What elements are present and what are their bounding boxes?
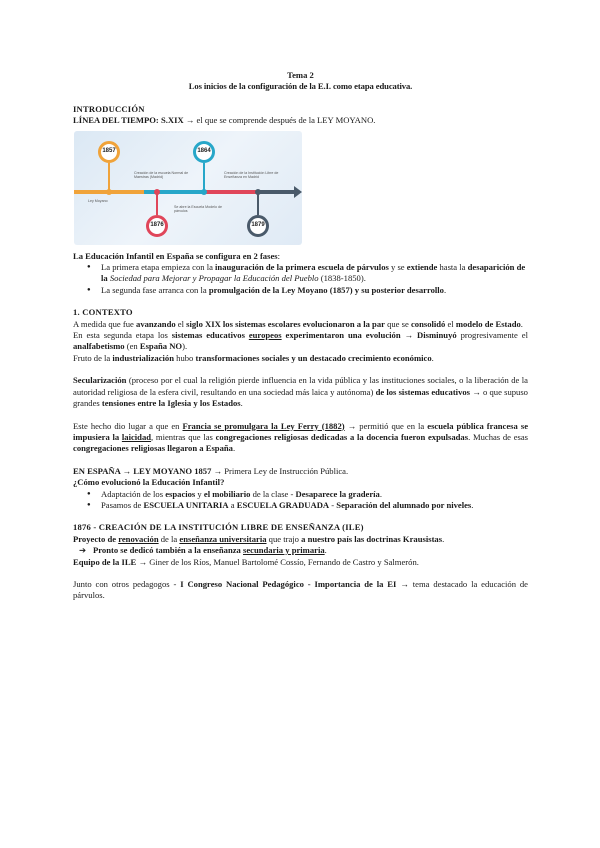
timeline-node-1876: 1876 xyxy=(146,215,168,237)
context-paragraph-3: Fruto de la industrialización hubo transformaciones sociales y un destacado crecimiento económico. xyxy=(73,352,434,363)
topic-title: Tema 2 xyxy=(287,70,314,80)
timeline-description: → el que se comprende después de la LEY MOYANO. xyxy=(183,115,376,126)
moyano-list xyxy=(87,489,528,512)
timeline-node-1879: 1879 xyxy=(247,215,269,237)
timeline-label-1876: Se abre la Escuela Modelo de párvulos xyxy=(174,204,222,214)
arrow-icon: ➔ xyxy=(79,545,87,556)
phases-intro: La Educación Infantil en España se configura en 2 fases: xyxy=(73,250,280,261)
phases-list xyxy=(87,262,528,296)
timeline-label-1857: Ley Moyano xyxy=(88,198,108,203)
ile-paragraph-4: Junto con otros pedagogos - I Congreso Nacional Pedagógico - Importancia de la EI → tema destacado la educación de párvulos. xyxy=(73,578,528,601)
timeline-label-1879: Creación de la Institución Libre de Enseñanza en Madrid xyxy=(224,170,279,180)
list-item: ● La primera etapa empieza con la inauguración de la primera escuela de párvulos y se extiende hasta la desaparición de la Sociedad para Mejorar y Propagar la Educación del Pueblo (1838-1850). xyxy=(87,262,528,285)
document-title: Los inicios de la configuración de la E.I. como etapa educativa. xyxy=(188,81,413,92)
timeline-node-1864: 1864 xyxy=(193,141,215,163)
ile-paragraph-2: ➔ Pronto se dedicó también a la enseñanza secundaria y primaria. xyxy=(79,545,327,556)
timeline-label-1864: Creación de la escuela Normal de Maestras (Madrid) xyxy=(134,170,189,180)
timeline-arrow-icon xyxy=(294,186,302,198)
timeline-image xyxy=(74,131,302,245)
list-item: ● Adaptación de los espacios y el mobiliario de la clase - Desaparece la gradería. xyxy=(87,489,528,500)
ile-heading: 1876 - CREACIÓN DE LA INSTITUCIÓN LIBRE DE ENSEÑANZA (ILE) xyxy=(73,522,364,533)
timeline-segment-3 xyxy=(204,190,259,194)
context-paragraph-5: Este hecho dio lugar a que en Francia se promulgara la Ley Ferry (1882) → permitió que en la escuela pública francesa se impusiera la laicidad, mientras que las congregaciones religiosas dedicadas a la docencia fueron expulsadas. Muchas de esas congregaciones religiosas llegaron a España. xyxy=(73,420,529,454)
timeline-node-1857: 1857 xyxy=(98,141,120,163)
context-paragraph-2: En esta segunda etapa los sistemas educativos europeos experimentaron una evolución → Disminuyó progresivamente el analfabetismo (en España NO). xyxy=(73,330,528,352)
list-item: ● La segunda fase arranca con la promulgación de la Ley Moyano (1857) y su posterior desarrollo. xyxy=(87,285,528,296)
ile-paragraph-1: Proyecto de renovación de la enseñanza universitaria que trajo a nuestro país las doctrinas Krausistas. xyxy=(73,533,445,544)
timeline-label: LÍNEA DEL TIEMPO: xyxy=(73,115,159,126)
context-paragraph-1: A medida que fue avanzando el siglo XIX los sistemas escolares evolucionaron a la par que se consolidó el modelo de Estado. xyxy=(73,318,523,329)
ile-paragraph-3: Equipo de la ILE → Giner de los Ríos, Manuel Bartolomé Cossío, Fernando de Castro y Salmerón. xyxy=(73,556,419,567)
context-heading: 1. CONTEXTO xyxy=(73,307,133,318)
timeline-line xyxy=(73,115,528,126)
timeline-century: S.XIX xyxy=(158,115,184,126)
document-page xyxy=(73,70,528,602)
list-item: ● Pasamos de ESCUELA UNITARIA a ESCUELA GRADUADA - Separación del alumnado por niveles. xyxy=(87,500,528,511)
timeline-segment-2 xyxy=(144,190,204,194)
moyano-question: ¿Cómo evolucionó la Educación Infantil? xyxy=(73,477,225,488)
context-paragraph-4: Secularización (proceso por el cual la religión pierde influencia en la vida pública y las instituciones sociales, o la liberación de la autoridad religiosa de la esfera civil, resultando en una sociedad más laica y autónoma) de los sistemas educativos → o que supuso grandes tensiones entre la Iglesia y los Estados. xyxy=(73,375,528,409)
moyano-line: EN ESPAÑA → LEY MOYANO 1857 → Primera Ley de Instrucción Pública. xyxy=(73,465,349,476)
intro-heading: INTRODUCCIÓN xyxy=(73,103,145,114)
timeline-segment-4 xyxy=(259,190,295,194)
